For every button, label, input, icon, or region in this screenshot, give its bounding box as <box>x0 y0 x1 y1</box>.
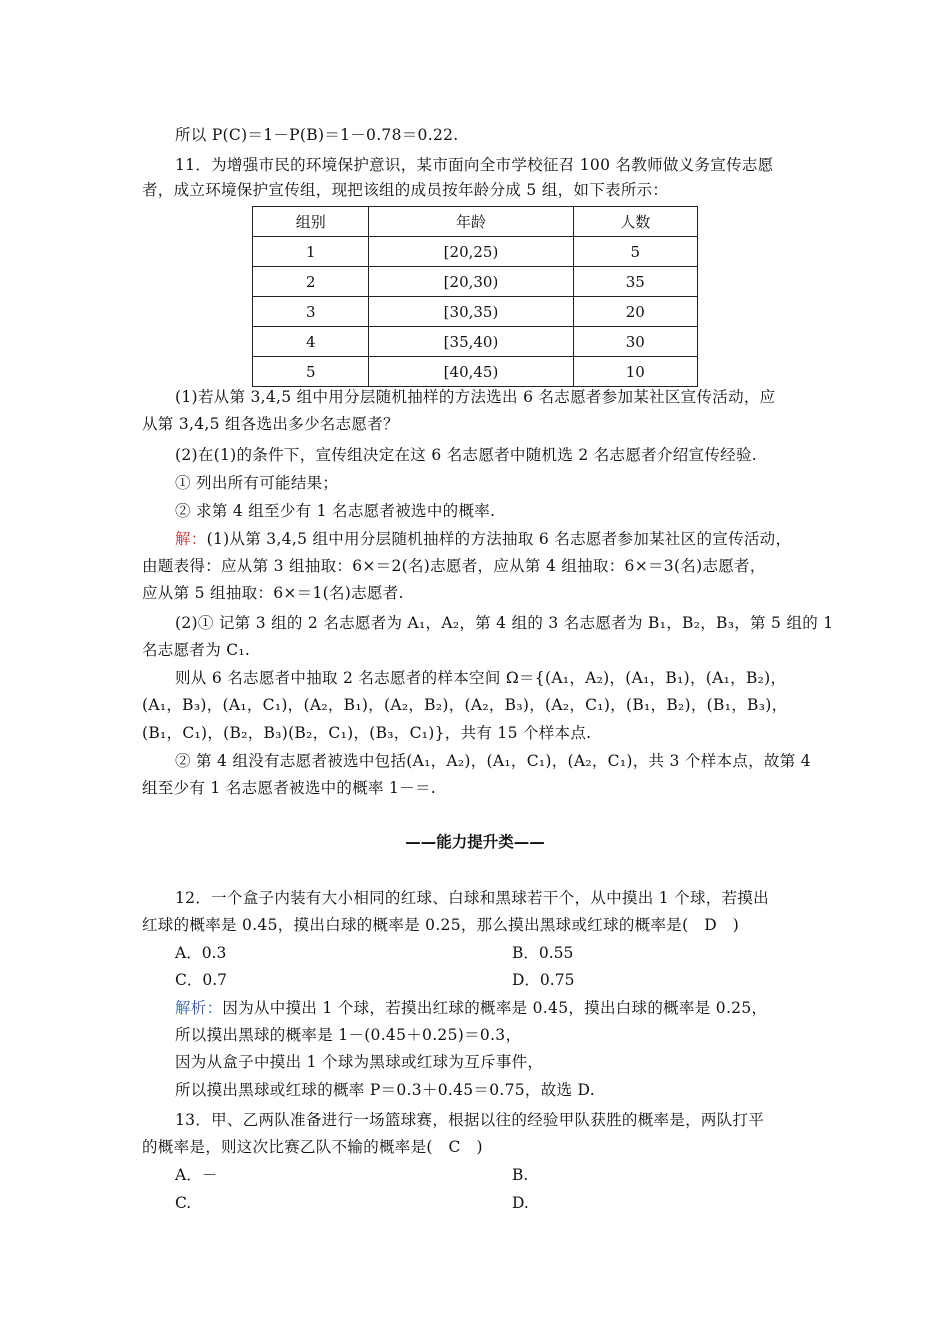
option-c: C．0.7 <box>175 971 228 989</box>
question-1-line: (1)若从第 3,4,5 组中用分层随机抽样的方法选出 6 名志愿者参加某社区宣传活动，应 <box>175 388 776 406</box>
question-2b-line: ② 求第 4 组至少有 1 名志愿者被选中的概率. <box>175 502 496 520</box>
table-cell: 35 <box>573 267 697 297</box>
option-c: C. <box>175 1194 192 1212</box>
option-a: A．0.3 <box>175 944 227 962</box>
solution-line: (A₁，B₃)，(A₁，C₁)，(A₂，B₁)，(A₂，B₂)，(A₂，B₃)，(A₂，C₁)，(B₁，B₂)，(B₁，B₃)， <box>142 696 788 714</box>
analysis-line: 所以摸出黑球或红球的概率 P＝0.3＋0.45＝0.75，故选 D. <box>175 1081 595 1099</box>
analysis-text: 因为从中摸出 1 个球，若摸出红球的概率是 0.45，摸出白球的概率是 0.25， <box>222 999 768 1017</box>
table-cell: [20,30) <box>369 267 573 297</box>
table-row <box>253 267 698 297</box>
table-row <box>253 357 698 387</box>
problem-11-line: 11．为增强市民的环境保护意识，某市面向全市学校征召 100 名教师做义务宣传志愿 <box>175 156 774 174</box>
solution-text: (1)从第 3,4,5 组中用分层随机抽样的方法抽取 6 名志愿者参加某社区的宣传活动， <box>206 530 792 548</box>
question-2-line: (2)在(1)的条件下，宣传组决定在这 6 名志愿者中随机选 2 名志愿者介绍宣传经验. <box>175 446 757 464</box>
analysis-line: 所以摸出黑球的概率是 1－(0.45＋0.25)＝0.3， <box>175 1026 522 1044</box>
table-header: 组别 <box>253 207 369 237</box>
table-row <box>253 297 698 327</box>
analysis-line: 因为从盒子中摸出 1 个球为黑球或红球为互斥事件， <box>175 1053 544 1071</box>
table-cell: 20 <box>573 297 697 327</box>
answer-label: 解： <box>175 530 207 548</box>
problem-12-line: 红球的概率是 0.45，摸出白球的概率是 0.25，那么摸出黑球或红球的概率是( D ) <box>142 916 740 934</box>
solution-line: ② 第 4 组没有志愿者被选中包括(A₁，A₂)，(A₁，C₁)，(A₂，C₁)，共 3 个样本点，故第 4 <box>175 752 811 770</box>
solution-line: 组至少有 1 名志愿者被选中的概率 1－＝. <box>142 779 437 797</box>
table-cell: [35,40) <box>369 327 573 357</box>
option-d: D．0.75 <box>512 971 575 989</box>
problem-13-line: 13．甲、乙两队准备进行一场篮球赛，根据以往的经验甲队获胜的概率是，两队打平 <box>175 1111 765 1129</box>
table-row <box>253 237 698 267</box>
solution-line: 应从第 5 组抽取：6×＝1(名)志愿者. <box>142 584 404 602</box>
option-b: B．0.55 <box>512 944 574 962</box>
analysis-label: 解析： <box>175 999 223 1017</box>
text-line: 所以 P(C)＝1－P(B)＝1－0.78＝0.22. <box>175 126 459 144</box>
table-cell: 4 <box>253 327 369 357</box>
option-b: B. <box>512 1166 529 1184</box>
table-cell: [30,35) <box>369 297 573 327</box>
section-heading: ——能力提升类—— <box>405 833 545 851</box>
table-cell: 5 <box>573 237 697 267</box>
table-header-row <box>253 207 698 237</box>
table-cell: [40,45) <box>369 357 573 387</box>
problem-12-line: 12．一个盒子内装有大小相同的红球、白球和黑球若干个，从中摸出 1 个球，若摸出 <box>175 889 769 907</box>
solution-line: 由题表得：应从第 3 组抽取：6×＝2(名)志愿者，应从第 4 组抽取：6×＝3(名)志愿者， <box>142 557 766 575</box>
age-group-table <box>252 206 698 387</box>
solution-line: (2)① 记第 3 组的 2 名志愿者为 A₁，A₂，第 4 组的 3 名志愿者为 B₁，B₂，B₃，第 5 组的 1 <box>175 614 834 632</box>
table-cell: 10 <box>573 357 697 387</box>
option-d: D. <box>512 1194 529 1212</box>
table-cell: 3 <box>253 297 369 327</box>
problem-11-line: 者，成立环境保护宣传组，现把该组的成员按年龄分成 5 组，如下表所示： <box>142 181 669 199</box>
question-1-line: 从第 3,4,5 组各选出多少名志愿者？ <box>142 415 399 433</box>
table-cell: 5 <box>253 357 369 387</box>
problem-13-line: 的概率是，则这次比赛乙队不输的概率是( C ) <box>142 1138 483 1156</box>
table-cell: 2 <box>253 267 369 297</box>
table-cell: 1 <box>253 237 369 267</box>
solution-line <box>175 529 855 549</box>
table-header: 人数 <box>573 207 697 237</box>
solution-line: 则从 6 名志愿者中抽取 2 名志愿者的样本空间 Ω＝{(A₁，A₂)，(A₁，B₁)，(A₁，B₂)， <box>175 669 787 687</box>
analysis-line <box>175 998 855 1018</box>
table-cell: [20,25) <box>369 237 573 267</box>
solution-line: (B₁，C₁)，(B₂，B₃)(B₂，C₁)，(B₃，C₁)}，共有 15 个样本点. <box>142 724 592 742</box>
table-header: 年龄 <box>369 207 573 237</box>
table-cell: 30 <box>573 327 697 357</box>
table-row <box>253 327 698 357</box>
question-2a-line: ① 列出所有可能结果； <box>175 474 339 492</box>
option-a: A．－ <box>175 1166 218 1184</box>
solution-line: 名志愿者为 C₁. <box>142 641 251 659</box>
